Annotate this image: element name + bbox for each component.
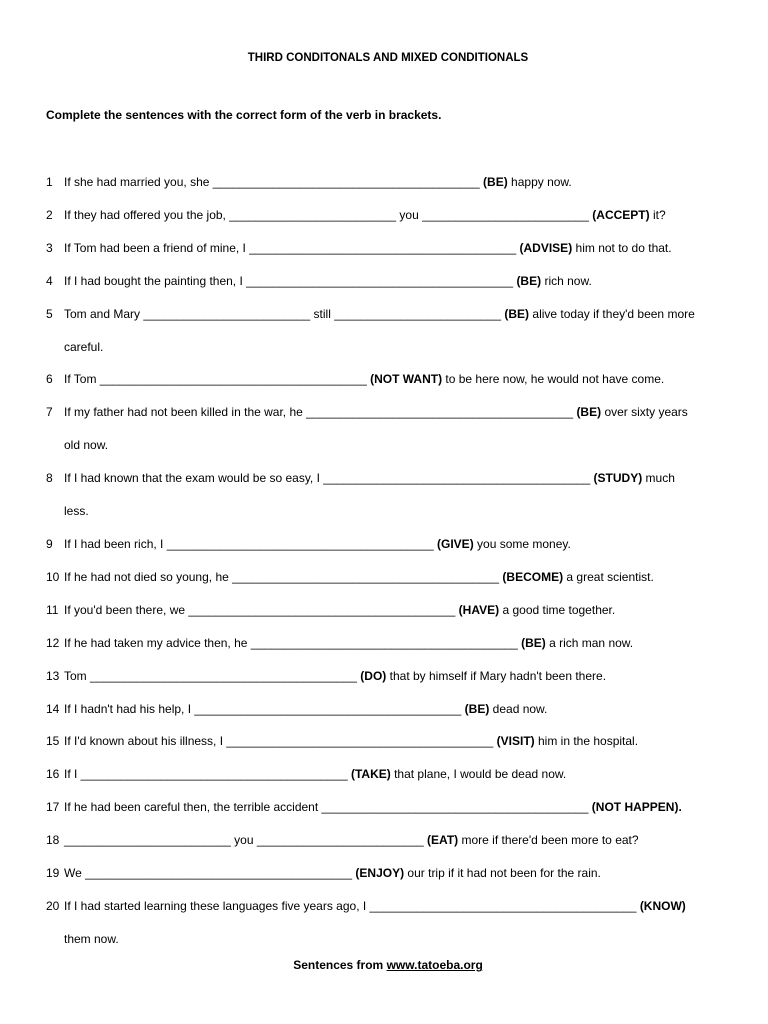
- verb-prompt: (BE): [576, 405, 602, 420]
- item-number: 11: [46, 602, 59, 617]
- verb-prompt: (ACCEPT): [592, 207, 650, 222]
- sentence-fragment: a rich man now.: [545, 635, 634, 650]
- exercise-list: [46, 172, 746, 962]
- item-sentence: [64, 271, 746, 291]
- item-number: 7: [46, 405, 53, 420]
- exercise-item: [46, 369, 746, 389]
- verb-prompt: (BECOME): [502, 570, 564, 585]
- sentence-fragment: If I had known that the exam would be so easy, I ________________________________________: [64, 471, 594, 486]
- verb-prompt: (ADVISE): [519, 240, 573, 255]
- verb-prompt: (DO): [360, 668, 387, 683]
- exercise-item: [46, 699, 746, 719]
- item-sentence: [64, 600, 746, 620]
- item-number: 4: [46, 273, 53, 288]
- item-number: 10: [46, 570, 60, 585]
- sentence-continuation: careful.: [64, 339, 104, 354]
- verb-prompt: (BE): [504, 306, 530, 321]
- sentence-fragment: If you'd been there, we ________________________________________: [64, 602, 459, 617]
- sentence-fragment: If I hadn't had his help, I ________________________________________: [64, 701, 465, 716]
- item-sentence: [64, 304, 746, 357]
- sentence-fragment: it?: [649, 207, 666, 222]
- sentence-fragment: If I had bought the painting then, I ________________________________________: [64, 273, 517, 288]
- item-number: 8: [46, 471, 53, 486]
- exercise-item: [46, 830, 746, 850]
- item-number: 12: [46, 635, 60, 650]
- sentence-fragment: If I ________________________________________: [64, 767, 351, 782]
- exercise-item: [46, 666, 746, 686]
- footer: [0, 958, 768, 972]
- verb-prompt: (NOT WANT): [370, 372, 443, 387]
- exercise-item: [46, 567, 746, 587]
- item-sentence: [64, 172, 746, 192]
- sentence-fragment: to be here now, he would not have come.: [442, 372, 665, 387]
- sentence-fragment: much: [642, 471, 675, 486]
- sentence-fragment: a good time together.: [499, 602, 616, 617]
- item-number: 13: [46, 668, 60, 683]
- sentence-fragment: rich now.: [541, 273, 592, 288]
- verb-prompt: (STUDY): [593, 471, 643, 486]
- exercise-item: [46, 304, 746, 357]
- sentence-fragment: Tom and Mary _________________________ still _________________________: [64, 306, 505, 321]
- sentence-fragment: If I had started learning these languages five years ago, I ________________________________________: [64, 898, 640, 913]
- sentence-fragment: our trip if it had not been for the rain.: [404, 866, 601, 881]
- item-number: 16: [46, 767, 60, 782]
- item-number: 17: [46, 800, 60, 815]
- item-sentence: [64, 863, 746, 883]
- verb-prompt: (ENJOY): [355, 866, 405, 881]
- item-sentence: [64, 369, 746, 389]
- sentence-fragment: If I'd known about his illness, I ________________________________________: [64, 734, 497, 749]
- exercise-item: [46, 863, 746, 883]
- sentence-fragment: him in the hospital.: [534, 734, 639, 749]
- exercise-item: [46, 731, 746, 751]
- exercise-item: [46, 205, 746, 225]
- verb-prompt: (BE): [483, 175, 508, 189]
- item-number: 20: [46, 898, 60, 913]
- sentence-fragment: that by himself if Mary hadn't been there.: [386, 668, 607, 683]
- exercise-item: [46, 633, 746, 653]
- sentence-fragment: If I had been rich, I ________________________________________: [64, 537, 438, 552]
- source-link[interactable]: www.tatoeba.org: [386, 958, 483, 972]
- item-sentence: [64, 699, 746, 719]
- item-sentence: [64, 633, 746, 653]
- sentence-fragment: If he had not died so young, he ________________________________________: [64, 570, 503, 585]
- verb-prompt: (BE): [521, 635, 546, 650]
- item-sentence: [64, 238, 746, 258]
- item-number: 18: [46, 833, 60, 848]
- verb-prompt: (HAVE): [458, 602, 500, 617]
- verb-prompt: (VISIT): [496, 734, 535, 749]
- sentence-fragment: him not to do that.: [572, 240, 672, 255]
- sentence-fragment: If he had taken my advice then, he ________________________________________: [64, 635, 522, 650]
- item-sentence: [64, 402, 746, 455]
- verb-prompt: (TAKE): [350, 767, 391, 782]
- item-sentence: [64, 830, 746, 850]
- sentence-fragment: that plane, I would be dead now.: [390, 767, 567, 782]
- item-sentence: [64, 534, 746, 554]
- verb-prompt: (BE): [516, 273, 542, 288]
- exercise-item: [46, 896, 746, 949]
- item-number: 6: [46, 372, 53, 387]
- sentence-fragment: If Tom ________________________________________: [64, 372, 371, 387]
- exercise-item: [46, 172, 746, 192]
- item-sentence: [64, 764, 746, 784]
- exercise-item: [46, 764, 746, 784]
- sentence-fragment: happy now.: [507, 175, 572, 189]
- sentence-fragment: more if there'd been more to eat?: [458, 833, 639, 848]
- sentence-fragment: If they had offered you the job, _________________________ you _________________________: [64, 207, 593, 222]
- item-number: 19: [46, 866, 60, 881]
- verb-prompt: (EAT): [427, 833, 459, 848]
- verb-prompt: (GIVE): [437, 537, 474, 552]
- item-sentence: [64, 205, 746, 225]
- item-number: 2: [46, 207, 53, 222]
- item-sentence: [64, 666, 746, 686]
- page-title: THIRD CONDITONALS AND MIXED CONDITIONALS: [247, 52, 529, 64]
- item-number: 9: [46, 537, 53, 552]
- item-number: 5: [46, 306, 53, 321]
- item-sentence: [64, 896, 746, 949]
- exercise-item: [46, 534, 746, 554]
- sentence-fragment: If my father had not been killed in the war, he ________________________________________: [64, 405, 577, 420]
- sentence-fragment: over sixty years: [601, 405, 688, 420]
- sentence-continuation: less.: [64, 504, 89, 519]
- sentence-continuation: them now.: [64, 931, 119, 946]
- item-sentence: [64, 468, 746, 521]
- item-sentence: [64, 567, 746, 587]
- exercise-item: [46, 238, 746, 258]
- exercise-item: [46, 468, 746, 521]
- sentence-fragment: We ________________________________________: [64, 866, 356, 881]
- sentence-fragment: _________________________ you _________________________: [64, 833, 428, 848]
- item-sentence: [64, 731, 746, 751]
- sentence-fragment: If she had married you, she ________________________________________: [64, 175, 484, 189]
- sentence-fragment: If he had been careful then, the terrible accident ________________________________________: [64, 800, 592, 815]
- sentence-fragment: Tom ________________________________________: [64, 668, 361, 683]
- item-number: 1: [46, 175, 53, 189]
- exercise-item: [46, 402, 746, 455]
- exercise-item: [46, 797, 746, 817]
- exercise-item: [46, 271, 746, 291]
- verb-prompt: (KNOW): [639, 898, 686, 913]
- item-number: 14: [46, 701, 60, 716]
- item-number: 15: [46, 734, 60, 749]
- sentence-fragment: you some money.: [473, 537, 571, 552]
- footer-prefix: Sentences from: [293, 958, 387, 972]
- sentence-continuation: old now.: [64, 438, 109, 453]
- sentence-fragment: alive today if they'd been more: [529, 306, 695, 321]
- instructions: Complete the sentences with the correct form of the verb in brackets.: [46, 108, 442, 122]
- verb-prompt: (NOT HAPPEN).: [591, 800, 682, 815]
- item-sentence: [64, 797, 746, 817]
- sentence-fragment: dead now.: [489, 701, 548, 716]
- item-number: 3: [46, 240, 53, 255]
- exercise-item: [46, 600, 746, 620]
- sentence-fragment: a great scientist.: [563, 570, 654, 585]
- sentence-fragment: If Tom had been a friend of mine, I ________________________________________: [64, 240, 520, 255]
- verb-prompt: (BE): [464, 701, 490, 716]
